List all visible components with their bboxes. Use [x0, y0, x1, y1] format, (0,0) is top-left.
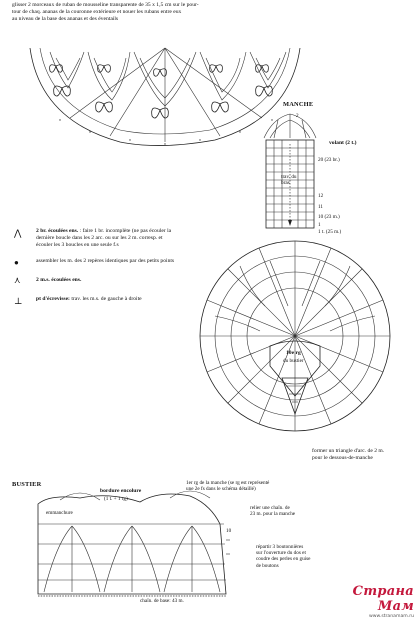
bustier-join-note [250, 505, 350, 517]
circle-center-label: 10e rg [286, 350, 301, 356]
legend-symbol: 2 m.s. écoulées ens. [36, 277, 82, 284]
manche-trav: trav. du bras [281, 174, 297, 187]
top-note-line: au niveau de la base des ananas et des éventails [12, 15, 119, 22]
legend-item [14, 258, 176, 268]
dec-symbol-icon: ⋀ [14, 228, 22, 238]
manche-row-label: 1 t. (25 m.) [318, 229, 342, 235]
circle-note-line: pour le dessous-de-manche [312, 454, 373, 461]
note-line: répartir 3 boutonnières [256, 544, 304, 550]
manche-row-label: 11 [318, 204, 323, 210]
note-line: une 2e fs dans le schéma détaillé) [186, 486, 256, 493]
circle-note-line: former un triangle d'arc. de 2 m. [312, 448, 385, 454]
legend-desc: trav. les m.s. de gauche à droite [71, 295, 142, 302]
top-note-line: tour de chaq. ananas de la couronne extérieure et nouer les rubans entre eux [12, 8, 182, 15]
bustier-button-note [256, 544, 366, 569]
sleeve-cap-diagram [170, 236, 410, 436]
watermark-sub: www.stranamam.ru [369, 614, 414, 619]
manche-row-label: 1 [318, 222, 321, 228]
bustier-base: chaîn. de base: 43 m. [140, 598, 184, 604]
note-line: 1er rg de la manche (se rg est représenté [186, 480, 270, 486]
legend-desc: assembler les m. des 2 repères identiques par des petits points [36, 258, 175, 265]
marker-symbol-icon: ● [14, 258, 19, 268]
bustier-row-10: 10 [226, 528, 232, 534]
bustier-bordure-sub: (1 t. + 1 rg) [104, 496, 128, 502]
dec-sc-symbol-icon: ⋏ [14, 275, 21, 286]
legend-item [14, 275, 176, 286]
bustier-first-row-note [186, 480, 326, 492]
legend-item [14, 228, 176, 248]
note-line: coudre des perles en guise [256, 556, 311, 563]
legend-symbol: 2 br. écoulées ens. [36, 228, 79, 234]
manche-title: MANCHE [283, 101, 314, 108]
manche-volant: volant (2 t.) [329, 140, 357, 146]
note-line: 23 m. pour la manche [250, 511, 296, 518]
note-line: relier une chaîn. de [250, 505, 290, 511]
circle-note [312, 448, 412, 462]
reverse-sc-icon: ⊥ [14, 295, 23, 306]
bustier-diagram [20, 484, 260, 604]
bustier-title: BUSTIER [12, 481, 42, 488]
legend-item [14, 295, 176, 306]
note-line: sur l'ouverture du dos et [256, 550, 306, 557]
watermark-text: Страна Мам [352, 584, 414, 614]
watermark [326, 584, 414, 619]
manche-row-label: 12 [318, 193, 324, 199]
sleeve-diagram [258, 110, 368, 240]
bustier-emmanchure: emmanchure [46, 510, 73, 516]
legend-symbol: pt d'écrevisse: [36, 295, 70, 302]
bustier-bordure: bordure encolure [100, 488, 142, 494]
manche-row-label: 10 (23 m.) [318, 214, 340, 220]
circle-center-sub: du bustier [283, 358, 304, 364]
note-line: de boutons [256, 562, 279, 569]
top-note-line: glisser 2 morceaux de ruban de mousseline transparente de 35 x 1,5 cm sur le pour- [12, 2, 199, 8]
manche-row-label: 20 (23 br.) [318, 157, 340, 163]
manche-top-number: 2 [296, 113, 299, 119]
legend-desc: : faire 1 br. incomplète (ne pas écouler la dernière boucle dans les 2 arc. ou sur les 2 m. corresp. et écouler les 3 boucles en une seule f.s [36, 228, 172, 248]
legend [14, 228, 176, 306]
